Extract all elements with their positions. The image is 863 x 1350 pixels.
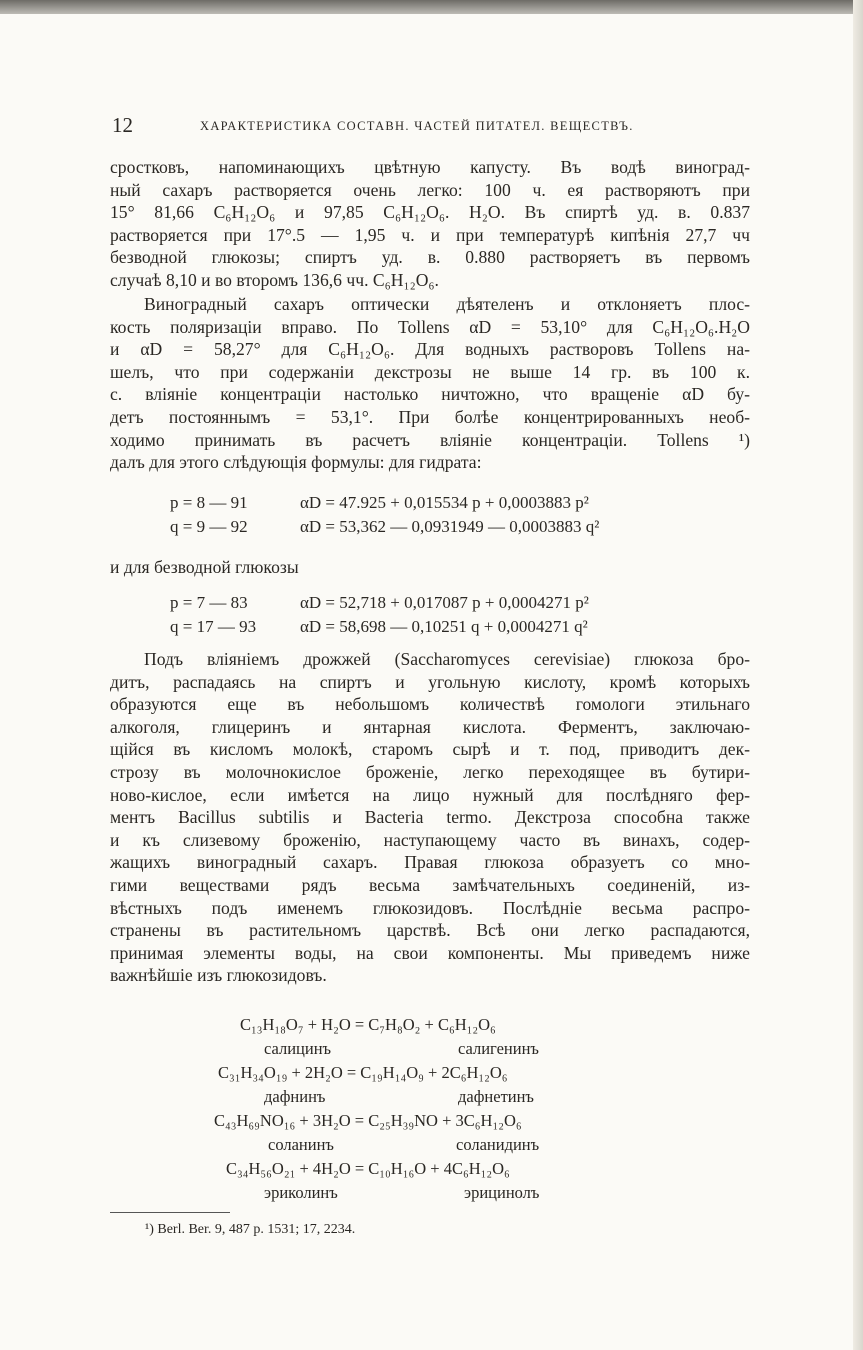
text-line: вѣстныхъ подъ именемъ глюкозидовъ. Послѣдніе весьма распро- <box>110 897 750 918</box>
text-line: ный сахаръ растворяется очень легко: 100 ч. ея растворяютъ при <box>110 179 750 200</box>
text-line: далъ для этого слѣдующія формулы: для гидрата: <box>110 452 482 473</box>
product-name: соланидинъ <box>456 1135 540 1154</box>
reaction-equation: C₁₃H₁₈O₇ + H₂O = C₇H₈O₂ + C₆H₁₂O₆ <box>240 1015 496 1034</box>
text-line: и къ слизевому броженію, наступающему часто въ винахъ, содер- <box>110 829 750 850</box>
formula-expression: αD = 47.925 + 0,015534 p + 0,0003883 p² <box>300 493 589 512</box>
text-line: важнѣйшіе изъ глюкозидовъ. <box>110 965 327 986</box>
text-line: растворяется при 17°.5 — 1,95 ч. и при температурѣ кипѣнія 27,7 чч <box>110 224 750 245</box>
text-line: странены въ растительномъ царствѣ. Всѣ они легко распадаются, <box>110 920 750 941</box>
product-name: дафнетинъ <box>458 1087 534 1106</box>
text-line: безводной глюкозы; спиртъ уд. в. 0.880 растворяетъ въ первомъ <box>110 247 750 268</box>
text-line: шелъ, что при содержаніи декстрозы не выше 14 гр. въ 100 к. <box>110 361 750 382</box>
text-line: кость поляризаціи вправо. По Tollens αD = 53,10° для C₆H₁₂O₆.H₂O <box>110 316 750 337</box>
text-line: гими веществами рядъ весьма замѣчательныхъ соединеній, из- <box>110 874 750 895</box>
text-line: принимая элементы воды, на свои компоненты. Мы приведемъ ниже <box>110 942 750 963</box>
text-line: строзу въ молочнокислое броженіе, легко переходящее въ бутири- <box>110 761 750 782</box>
reactant-name: соланинъ <box>268 1135 334 1154</box>
text-line: детъ постояннымъ = 53,1°. При болѣе концентрированныхъ необ- <box>110 406 750 427</box>
text-line: жащихъ виноградный сахаръ. Правая глюкоза образуетъ со мно- <box>110 852 750 873</box>
formula-expression: αD = 53,362 — 0,0931949 — 0,0003883 q² <box>300 517 600 536</box>
text-line: случаѣ 8,10 и во второмъ 136,6 чч. C₆H₁₂O₆. <box>110 269 439 290</box>
text-line: с. вліяніе концентраціи настолько ничтожно, что вращеніе αD бу- <box>110 384 750 405</box>
product-name: эрицинолъ <box>464 1183 540 1202</box>
anhydrous-intro: и для безводной глюкозы <box>110 557 299 577</box>
text-line: 15° 81,66 C₆H₁₂O₆ и 97,85 C₆H₁₂O₆. H₂O. Въ спиртѣ уд. в. 0.837 <box>110 202 750 223</box>
formula-range: q = 9 — 92 <box>170 517 248 536</box>
text-line: Подъ вліяніемъ дрожжей (Saccharomyces cerevisiae) глюкоза бро- <box>144 649 750 669</box>
paragraph-3 <box>110 648 750 987</box>
text-line: ментъ Bacillus subtilis и Bacteria termo. Декстроза способна также <box>110 807 750 828</box>
formula-range: p = 8 — 91 <box>170 493 248 512</box>
paragraph-2 <box>110 293 750 474</box>
text-line: сростковъ, напоминающихъ цвѣтную капусту. Въ водѣ виноград- <box>110 157 750 177</box>
reaction-equation: C₄₃H₆₉NO₁₆ + 3H₂O = C₂₅H₃₉NO + 3C₆H₁₂O₆ <box>214 1111 522 1130</box>
product-name: салигенинъ <box>458 1039 539 1058</box>
formula-expression: αD = 52,718 + 0,017087 p + 0,0004271 p² <box>300 593 589 612</box>
reactant-name: салицинъ <box>264 1039 332 1058</box>
scan-right-edge <box>853 0 863 1350</box>
reaction-equation: C₃₄H₅₆O₂₁ + 4H₂O = C₁₀H₁₆O + 4C₆H₁₂O₆ <box>226 1159 510 1178</box>
text-line: Виноградный сахаръ оптически дѣятеленъ и отклоняетъ плос- <box>144 294 750 314</box>
running-title: ХАРАКТЕРИСТИКА СОСТАВН. ЧАСТЕЙ ПИТАТЕЛ. ВЕЩЕСТВЪ. <box>200 119 634 133</box>
paragraph-1 <box>110 156 750 292</box>
scan-top-edge <box>0 0 863 14</box>
footnote-rule <box>110 1212 230 1213</box>
formula-expression: αD = 58,698 — 0,10251 q + 0,0004271 q² <box>300 617 588 636</box>
text-line: щійся въ кисломъ молокѣ, старомъ сырѣ и т. под, приводитъ дек- <box>110 739 750 760</box>
formula-range: q = 17 — 93 <box>170 617 257 636</box>
text-line: ходимо принимать въ расчетъ вліяніе концентраціи. Tollens ¹) <box>110 429 750 450</box>
text-line: и αD = 58,27° для C₆H₁₂O₆. Для водныхъ растворовъ Tollens на- <box>110 339 750 360</box>
footnote: ¹) Berl. Ber. 9, 487 p. 1531; 17, 2234. <box>145 1222 356 1237</box>
reactant-name: эриколинъ <box>264 1183 338 1202</box>
text-line: образуются еще въ небольшомъ количествѣ гомологи этильнаго <box>110 694 750 715</box>
reaction-equation: C₃₁H₃₄O₁₉ + 2H₂O = C₁₉H₁₄O₉ + 2C₆H₁₂O₆ <box>218 1063 508 1082</box>
text-line: ново-кислое, если имѣется на лицо нужный для послѣдняго фер- <box>110 784 750 805</box>
page-number: 12 <box>112 113 133 137</box>
text-line: дитъ, распадаясь на спиртъ и угольную кислоту, кромѣ которыхъ <box>110 671 750 692</box>
formula-range: p = 7 — 83 <box>170 593 248 612</box>
page-header <box>112 113 752 143</box>
reactant-name: дафнинъ <box>264 1087 326 1106</box>
text-line: алкоголя, глицеринъ и янтарная кислота. Ферментъ, заключаю- <box>110 716 750 737</box>
